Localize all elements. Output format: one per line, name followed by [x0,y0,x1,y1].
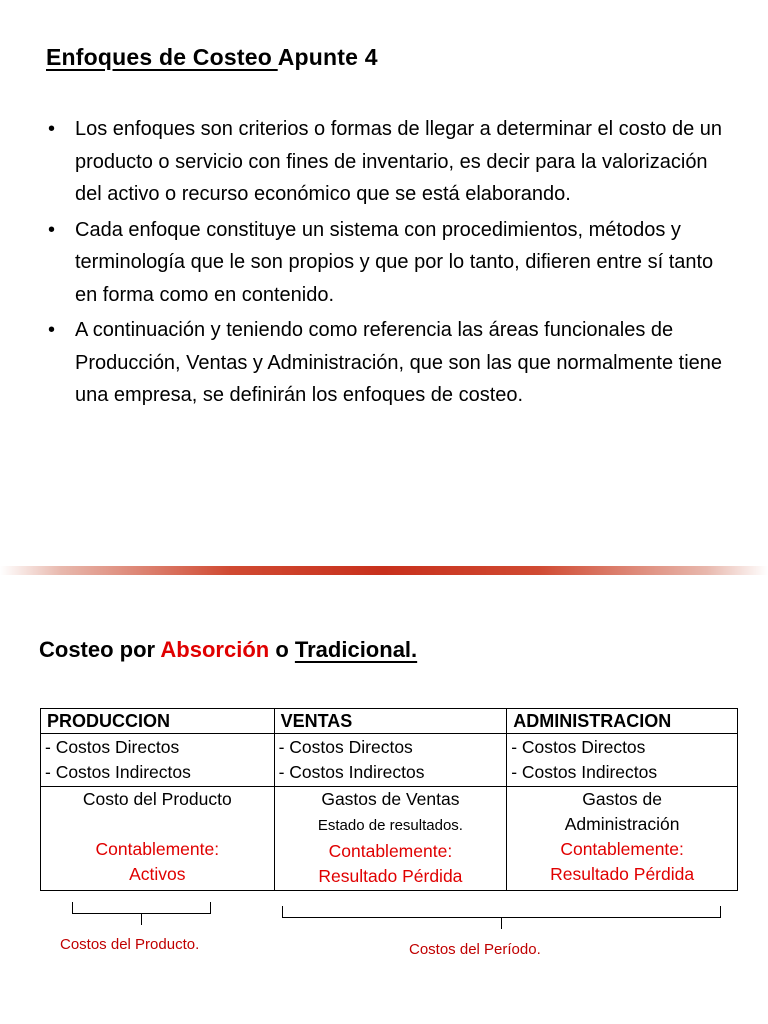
table-row [41,787,738,891]
bullet-icon: • [48,218,56,241]
bullet-list [48,113,738,415]
period-brace [282,906,721,918]
table-cell [41,787,275,891]
table-cell [274,787,507,891]
slide-divider [0,566,768,575]
accounting-value: Resultado Pérdida [550,864,695,884]
cost-item: - Costos Indirectos [278,762,425,782]
brace-tick [141,913,142,925]
bullet-text: A continuación y teniendo como referencia las áreas funcionales de Producción, Ventas y Administración, que son las que normalmente tiene una empresa, se definirán los enfoques de costeo. [75,319,723,406]
header-produccion: PRODUCCION [41,709,275,734]
cell-spacer [45,812,270,837]
table-row [41,734,738,787]
cell-label: Administración [564,814,680,834]
cost-item: - Costos Directos [511,737,646,757]
bullet-item [48,214,738,312]
accounting-label: Contablemente: [95,839,220,859]
cell-label: Costo del Producto [82,789,232,809]
table-cell [507,734,738,787]
period-cost-label: Costos del Período. [409,941,541,958]
accounting-value: Activos [129,864,186,884]
table-cell [41,734,275,787]
brace-tick [501,917,502,929]
accounting-value: Resultado Pérdida [318,866,463,886]
slide-title [39,637,417,663]
bullet-text: Los enfoques son criterios o formas de llegar a determinar el costo de un producto o servicio con fines de inventario, es decir para la valorización del activo o recurso económico que se está elaborando. [75,118,723,205]
bullet-item [48,113,738,211]
title-underlined: Enfoques de Costeo [46,44,278,70]
header-administracion: ADMINISTRACION [507,709,738,734]
title-rest: Apunte 4 [277,44,378,70]
header-ventas: VENTAS [274,709,507,734]
cell-label: Gastos de [582,789,662,809]
cost-item: - Costos Directos [45,737,180,757]
cost-item: - Costos Indirectos [45,762,191,782]
title-underlined: Tradicional. [294,637,418,662]
title-part: o [269,637,295,662]
table-header-row [41,709,738,734]
bullet-item [48,314,738,412]
costs-table [40,708,738,891]
cell-label: Gastos de Ventas [321,789,460,809]
slide-costeo-absorcion [0,580,768,1024]
title-part: Costeo por [39,637,161,662]
bullet-text: Cada enfoque constituye un sistema con procedimientos, métodos y terminología que le son propios y que por lo tanto, difieren entre sí tanto en forma como en contenido. [75,218,714,306]
accounting-label: Contablemente: [560,839,684,859]
product-cost-label: Costos del Producto. [60,936,200,953]
title-highlight: Absorción [160,637,270,662]
table-cell [274,734,507,787]
accounting-label: Contablemente: [328,841,453,861]
table-cell [507,787,738,891]
cost-item: - Costos Directos [278,737,413,757]
slide-title [46,44,378,71]
cost-item: - Costos Indirectos [511,762,658,782]
bullet-icon: • [48,319,56,341]
bullet-icon: • [48,118,56,140]
product-brace [72,902,211,914]
cell-note: Estado de resultados. [317,817,463,834]
